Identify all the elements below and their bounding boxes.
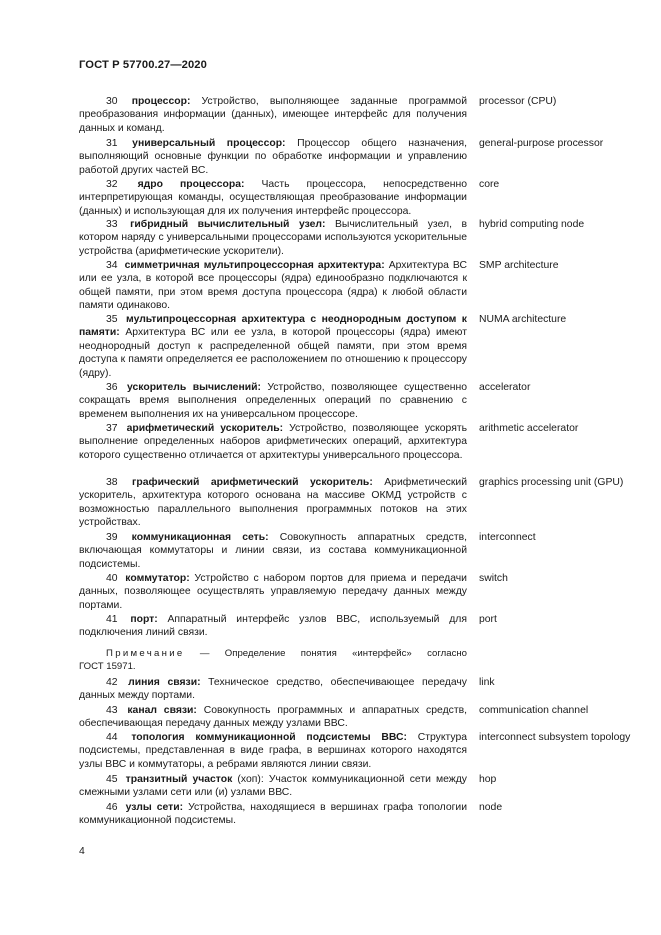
term-english: hybrid computing node bbox=[479, 219, 585, 230]
term-english: link bbox=[479, 677, 495, 688]
term-english: graphics processing unit (GPU) bbox=[479, 477, 624, 488]
term-definition: 39 коммуникационная сеть: Совокупность аппаратных средств, включающая коммутаторы и линии связи, из состава коммуникационной подсистемы. bbox=[79, 532, 467, 570]
term-name: ускоритель вычислений: bbox=[127, 382, 261, 393]
term-name: мультипроцессорная архитектура с неоднородным доступом к памяти: bbox=[79, 314, 468, 339]
term-english: processor (CPU) bbox=[479, 96, 557, 107]
term-english: switch bbox=[479, 573, 508, 584]
term-name: узлы сети: bbox=[125, 802, 184, 813]
term-english: port bbox=[479, 614, 497, 625]
term-definition: 33 гибридный вычислительный узел: Вычислительный узел, в котором наряду с универсальными процессорами используются ускорительные устройства (арифметические ускорители). bbox=[79, 219, 467, 257]
term-english: arithmetic accelerator bbox=[479, 423, 579, 434]
term-name: линия связи: bbox=[128, 677, 201, 688]
term-english: NUMA architecture bbox=[479, 314, 567, 325]
page-number: 4 bbox=[79, 846, 85, 857]
term-english: core bbox=[479, 179, 500, 190]
note-label: Примечание bbox=[106, 648, 185, 659]
term-english: interconnect bbox=[479, 532, 536, 543]
term-name: порт: bbox=[130, 614, 158, 625]
term-english: hop bbox=[479, 774, 497, 785]
term-english: interconnect subsystem topology bbox=[479, 732, 631, 743]
term-definition: 46 узлы сети: Устройства, находящиеся в вершинах графа топологии коммуникационной подсистемы. bbox=[79, 802, 468, 827]
term-definition: 45 транзитный участок (хоп): Участок коммуникационной сети между смежными узлами сети или (и) узлами ВВС. bbox=[79, 774, 467, 799]
term-name: процессор: bbox=[131, 96, 191, 107]
term-definition: 41 порт: Аппаратный интерфейс узлов ВВС, используемый для подключения линий связи. bbox=[79, 614, 467, 639]
term-definition: 44 топология коммуникационной подсистемы ВВС: Структура подсистемы, представленная в виде графа, в вершинах которого находятся узлы ВВС и коммутаторы, а ребрами являются линии связи. bbox=[79, 732, 468, 770]
term-definition: 42 линия связи: Техническое средство, обеспечивающее передачу данных между портами. bbox=[79, 677, 467, 702]
term-name: ядро процессора: bbox=[137, 179, 245, 190]
note-block bbox=[79, 647, 467, 673]
term-name: коммутатор: bbox=[125, 573, 190, 584]
term-definition: 43 канал связи: Совокупность программных и аппаратных средств, обеспечивающая передачу данных между узлами ВВС. bbox=[79, 705, 467, 730]
term-name: универсальный процессор: bbox=[132, 138, 286, 149]
term-definition: 32 ядро процессора: Часть процессора, непосредственно интерпретирующая команды, осуществляющая преобразование информации (данных) и использующая для их получения интерфейс процессора. bbox=[79, 179, 467, 217]
note-text: — Определение понятия «интерфейс» согласно bbox=[199, 648, 467, 659]
term-definition: 40 коммутатор: Устройство с набором портов для приема и передачи данных, позволяющее осуществлять управляемую передачу данных между портами. bbox=[79, 573, 467, 611]
term-name: гибридный вычислительный узел: bbox=[130, 219, 326, 230]
term-english: node bbox=[479, 802, 503, 813]
document-header: ГОСТ Р 57700.27—2020 bbox=[79, 59, 207, 71]
term-definition: 30 процессор: Устройство, выполняющее заданные программой преобразования информации (данных), имеющее интерфейс для получения данных и команд. bbox=[79, 96, 468, 134]
term-name: арифметический ускоритель: bbox=[126, 423, 284, 434]
term-definition: 31 универсальный процессор: Процессор общего назначения, выполняющий основные функции по обработке информации и управлению работой других частей ВС. bbox=[79, 138, 468, 176]
term-name: канал связи: bbox=[127, 705, 197, 716]
term-name: графический арифметический ускоритель: bbox=[132, 477, 373, 488]
term-name: симметричная мультипроцессорная архитектура: bbox=[124, 260, 385, 271]
term-english: accelerator bbox=[479, 382, 531, 393]
term-name: транзитный участок bbox=[125, 774, 233, 785]
term-definition: 36 ускоритель вычислений: Устройство, позволяющее существенно сокращать время выполнения определенных операций по сравнению с временем выполнения их на универсальном процессоре. bbox=[79, 382, 467, 420]
term-english: SMP architecture bbox=[479, 260, 559, 271]
term-name: топология коммуникационной подсистемы ВВС: bbox=[131, 732, 407, 743]
term-name: коммуникационная сеть: bbox=[131, 532, 269, 543]
term-definition: 37 арифметический ускоритель: Устройство, позволяющее ускорять выполнение определенных наборов арифметических операций, архитектура которого существенно отличается от архитектуры универсального процессора. bbox=[79, 423, 467, 461]
term-abbrev: (хоп): bbox=[232, 774, 264, 785]
term-definition: 38 графический арифметический ускоритель: Арифметический ускоритель, архитектура которого основана на массиве ОКМД устройств с возможностью параллельного выполнения программных потоков на этих устройствах. bbox=[79, 477, 467, 529]
term-definition: 35 мультипроцессорная архитектура с неоднородным доступом к памяти: Архитектура ВС или ее узла, в которой процессоры (ядра) имеют неоднородный доступ к распределенной общей памяти, при этом время доступа к памяти определяется ее расположением по отношению к процессору (ядру). bbox=[79, 314, 468, 379]
note-text-2: ГОСТ 15971. bbox=[79, 661, 136, 672]
term-definition: 34 симметричная мультипроцессорная архитектура: Архитектура ВС или ее узла, в которой все процессоры (ядра) единообразно подключаются к общей памяти, при этом время доступа процессора (ядра) к любой области памяти одинаково. bbox=[79, 260, 467, 312]
term-english: communication channel bbox=[479, 705, 589, 716]
term-english: general-purpose processor bbox=[479, 138, 604, 149]
